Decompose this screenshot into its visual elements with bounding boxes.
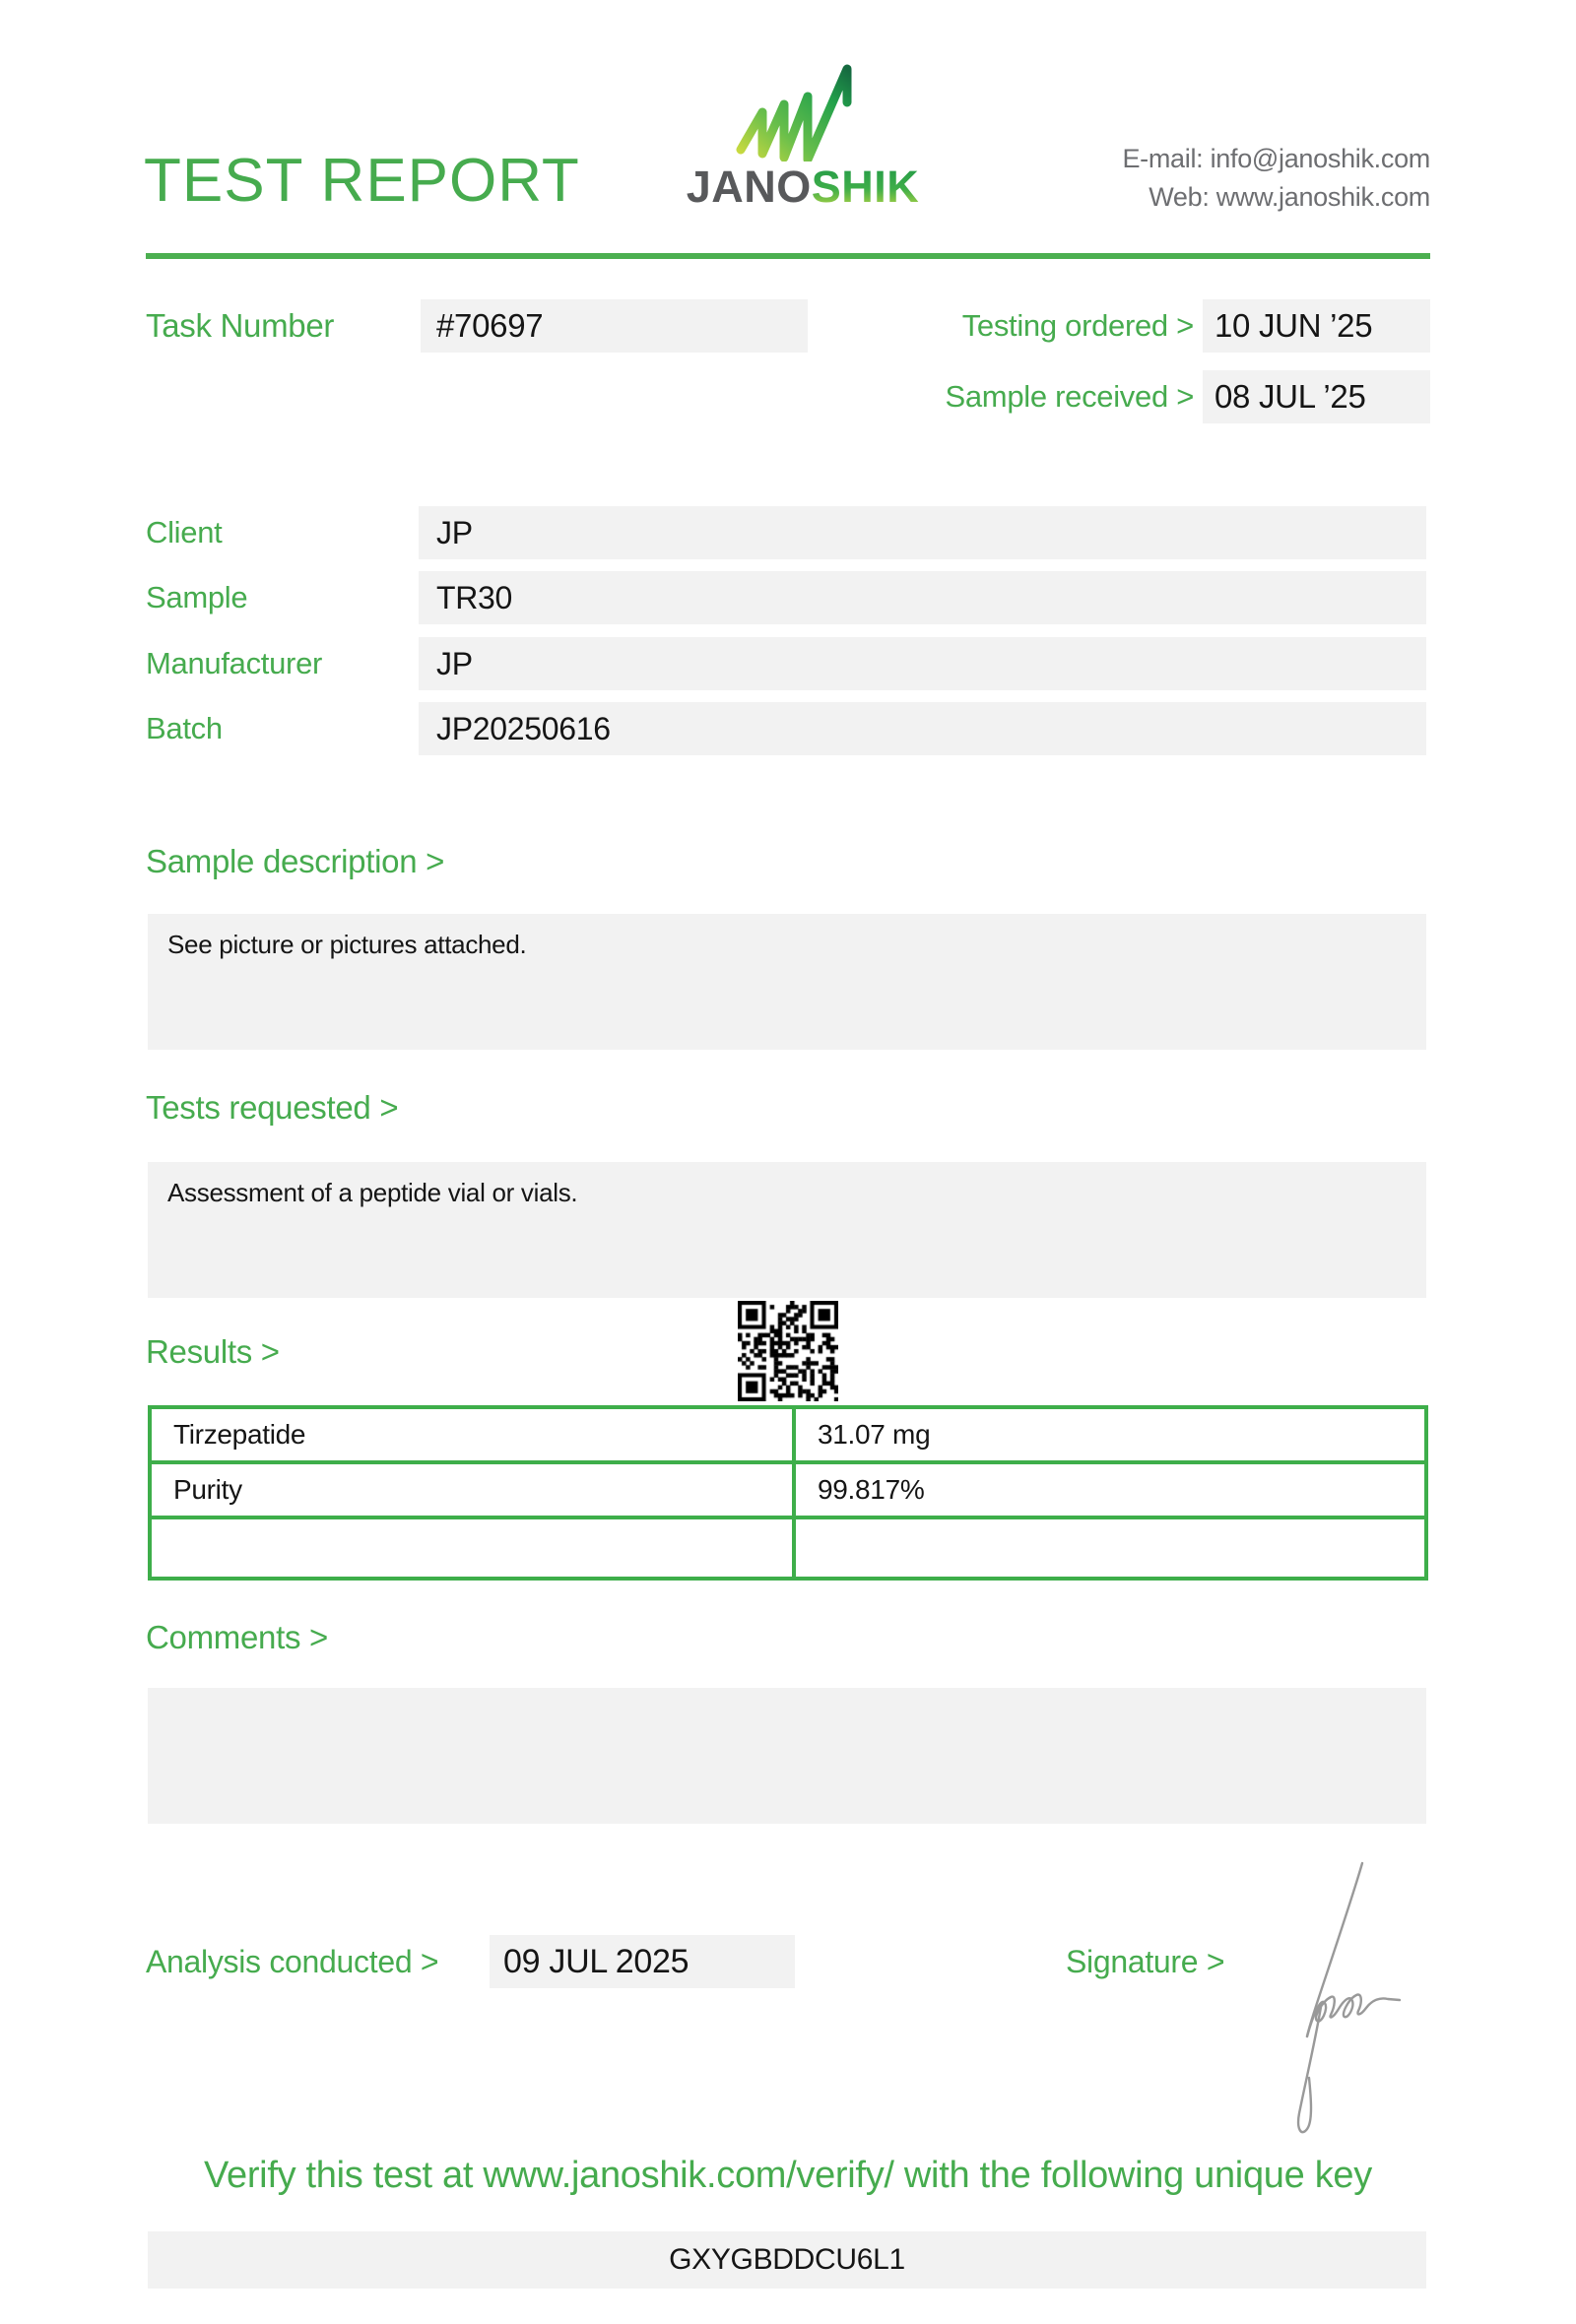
- sample-value: TR30: [419, 571, 1426, 624]
- task-number-value: #70697: [421, 299, 808, 353]
- signature-label: Signature >: [1066, 1944, 1225, 1979]
- comments-heading: Comments >: [146, 1619, 328, 1655]
- unique-key-value: GXYGBDDCU6L1: [148, 2231, 1426, 2289]
- sample-received-value: 08 JUL ’25: [1203, 370, 1430, 423]
- client-value: JP: [419, 506, 1426, 559]
- result-value: [796, 1519, 1424, 1577]
- batch-value: JP20250616: [419, 702, 1426, 755]
- analysis-conducted-label: Analysis conducted >: [146, 1944, 439, 1979]
- email-line: E-mail: info@janoshik.com: [1122, 144, 1430, 173]
- sample-description-heading: Sample description >: [146, 843, 445, 879]
- page-title: TEST REPORT: [144, 147, 580, 215]
- web-line: Web: www.janoshik.com: [1149, 182, 1430, 212]
- sample-description-text: See picture or pictures attached.: [167, 930, 527, 959]
- logo-text-shik: SHIK: [811, 161, 920, 212]
- tests-requested-box: [148, 1162, 1426, 1298]
- qr-code: [738, 1301, 838, 1401]
- tests-requested-text: Assessment of a peptide vial or vials.: [167, 1178, 578, 1207]
- testing-ordered-value: 10 JUN ’25: [1203, 299, 1430, 353]
- comments-text: [148, 1688, 1426, 1704]
- result-name: Tirzepatide: [152, 1409, 796, 1460]
- header-divider: [146, 253, 1430, 259]
- sample-label: Sample: [146, 580, 248, 614]
- logo-text-jano: JANO: [686, 161, 812, 212]
- result-row: [152, 1519, 1424, 1577]
- client-label: Client: [146, 515, 223, 549]
- sample-received-label: Sample received >: [945, 379, 1194, 414]
- comments-box: [148, 1688, 1426, 1824]
- testing-ordered-label: Testing ordered >: [961, 308, 1194, 343]
- result-value: 99.817%: [818, 1474, 925, 1505]
- task-number-label: Task Number: [146, 307, 335, 344]
- tests-requested-heading: Tests requested >: [146, 1089, 399, 1126]
- batch-label: Batch: [146, 711, 223, 745]
- signature-image: [1264, 1849, 1421, 2145]
- result-name: [152, 1519, 796, 1577]
- result-name: Purity: [152, 1464, 796, 1516]
- sample-description-box: [148, 914, 1426, 1050]
- analysis-date-value: 09 JUL 2025: [490, 1935, 795, 1988]
- result-row: [152, 1464, 1424, 1519]
- logo-chart-icon: [719, 63, 886, 161]
- result-value: 31.07 mg: [818, 1419, 931, 1450]
- contact-info: [1122, 140, 1430, 217]
- logo-wordmark: [678, 161, 928, 213]
- janoshik-logo: [678, 63, 928, 213]
- verify-text: Verify this test at www.janoshik.com/verify/ with the following unique key: [204, 2155, 1372, 2196]
- manufacturer-label: Manufacturer: [146, 646, 323, 680]
- manufacturer-value: JP: [419, 637, 1426, 690]
- result-row: [152, 1409, 1424, 1464]
- results-table: [148, 1405, 1428, 1581]
- results-heading: Results >: [146, 1333, 280, 1370]
